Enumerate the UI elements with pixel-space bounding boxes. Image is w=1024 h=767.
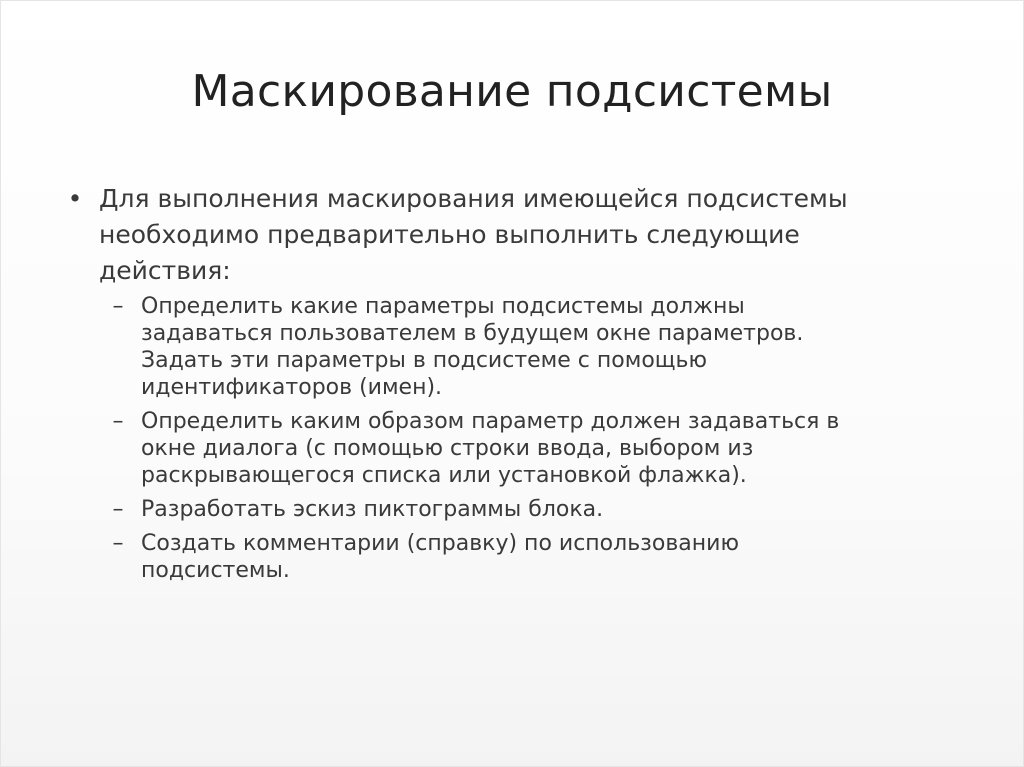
list-item [106, 408, 963, 489]
dash-marker: – [112, 294, 124, 319]
dash-marker: – [112, 531, 124, 556]
main-bullet-point [61, 181, 963, 289]
step-text: Разработать эскиз пиктограммы блока. [141, 497, 604, 522]
list-item [106, 293, 963, 401]
dash-marker: – [112, 497, 124, 522]
main-bullet-text: Для выполнения маскирования имеющейся подсистемы необходимо предварительно выполнить следующие действия: [99, 184, 848, 285]
dash-marker: – [112, 409, 124, 434]
steps-list [61, 293, 963, 584]
slide-content [61, 181, 963, 591]
list-item [106, 530, 963, 584]
bullet-marker: • [67, 184, 83, 213]
list-item [106, 496, 963, 523]
slide-title: Маскирование подсистемы [191, 66, 833, 117]
step-text: Определить каким образом параметр должен задаваться в окне диалога (с помощью строки ввода, выбором из раскрывающегося списка или установкой флажка). [141, 409, 840, 488]
step-text: Создать комментарии (справку) по использованию подсистемы. [141, 531, 739, 583]
step-text: Определить какие параметры подсистемы должны задаваться пользователем в будущем окне параметров. Задать эти параметры в подсистеме с помощью идентификаторов (имен). [141, 294, 804, 400]
